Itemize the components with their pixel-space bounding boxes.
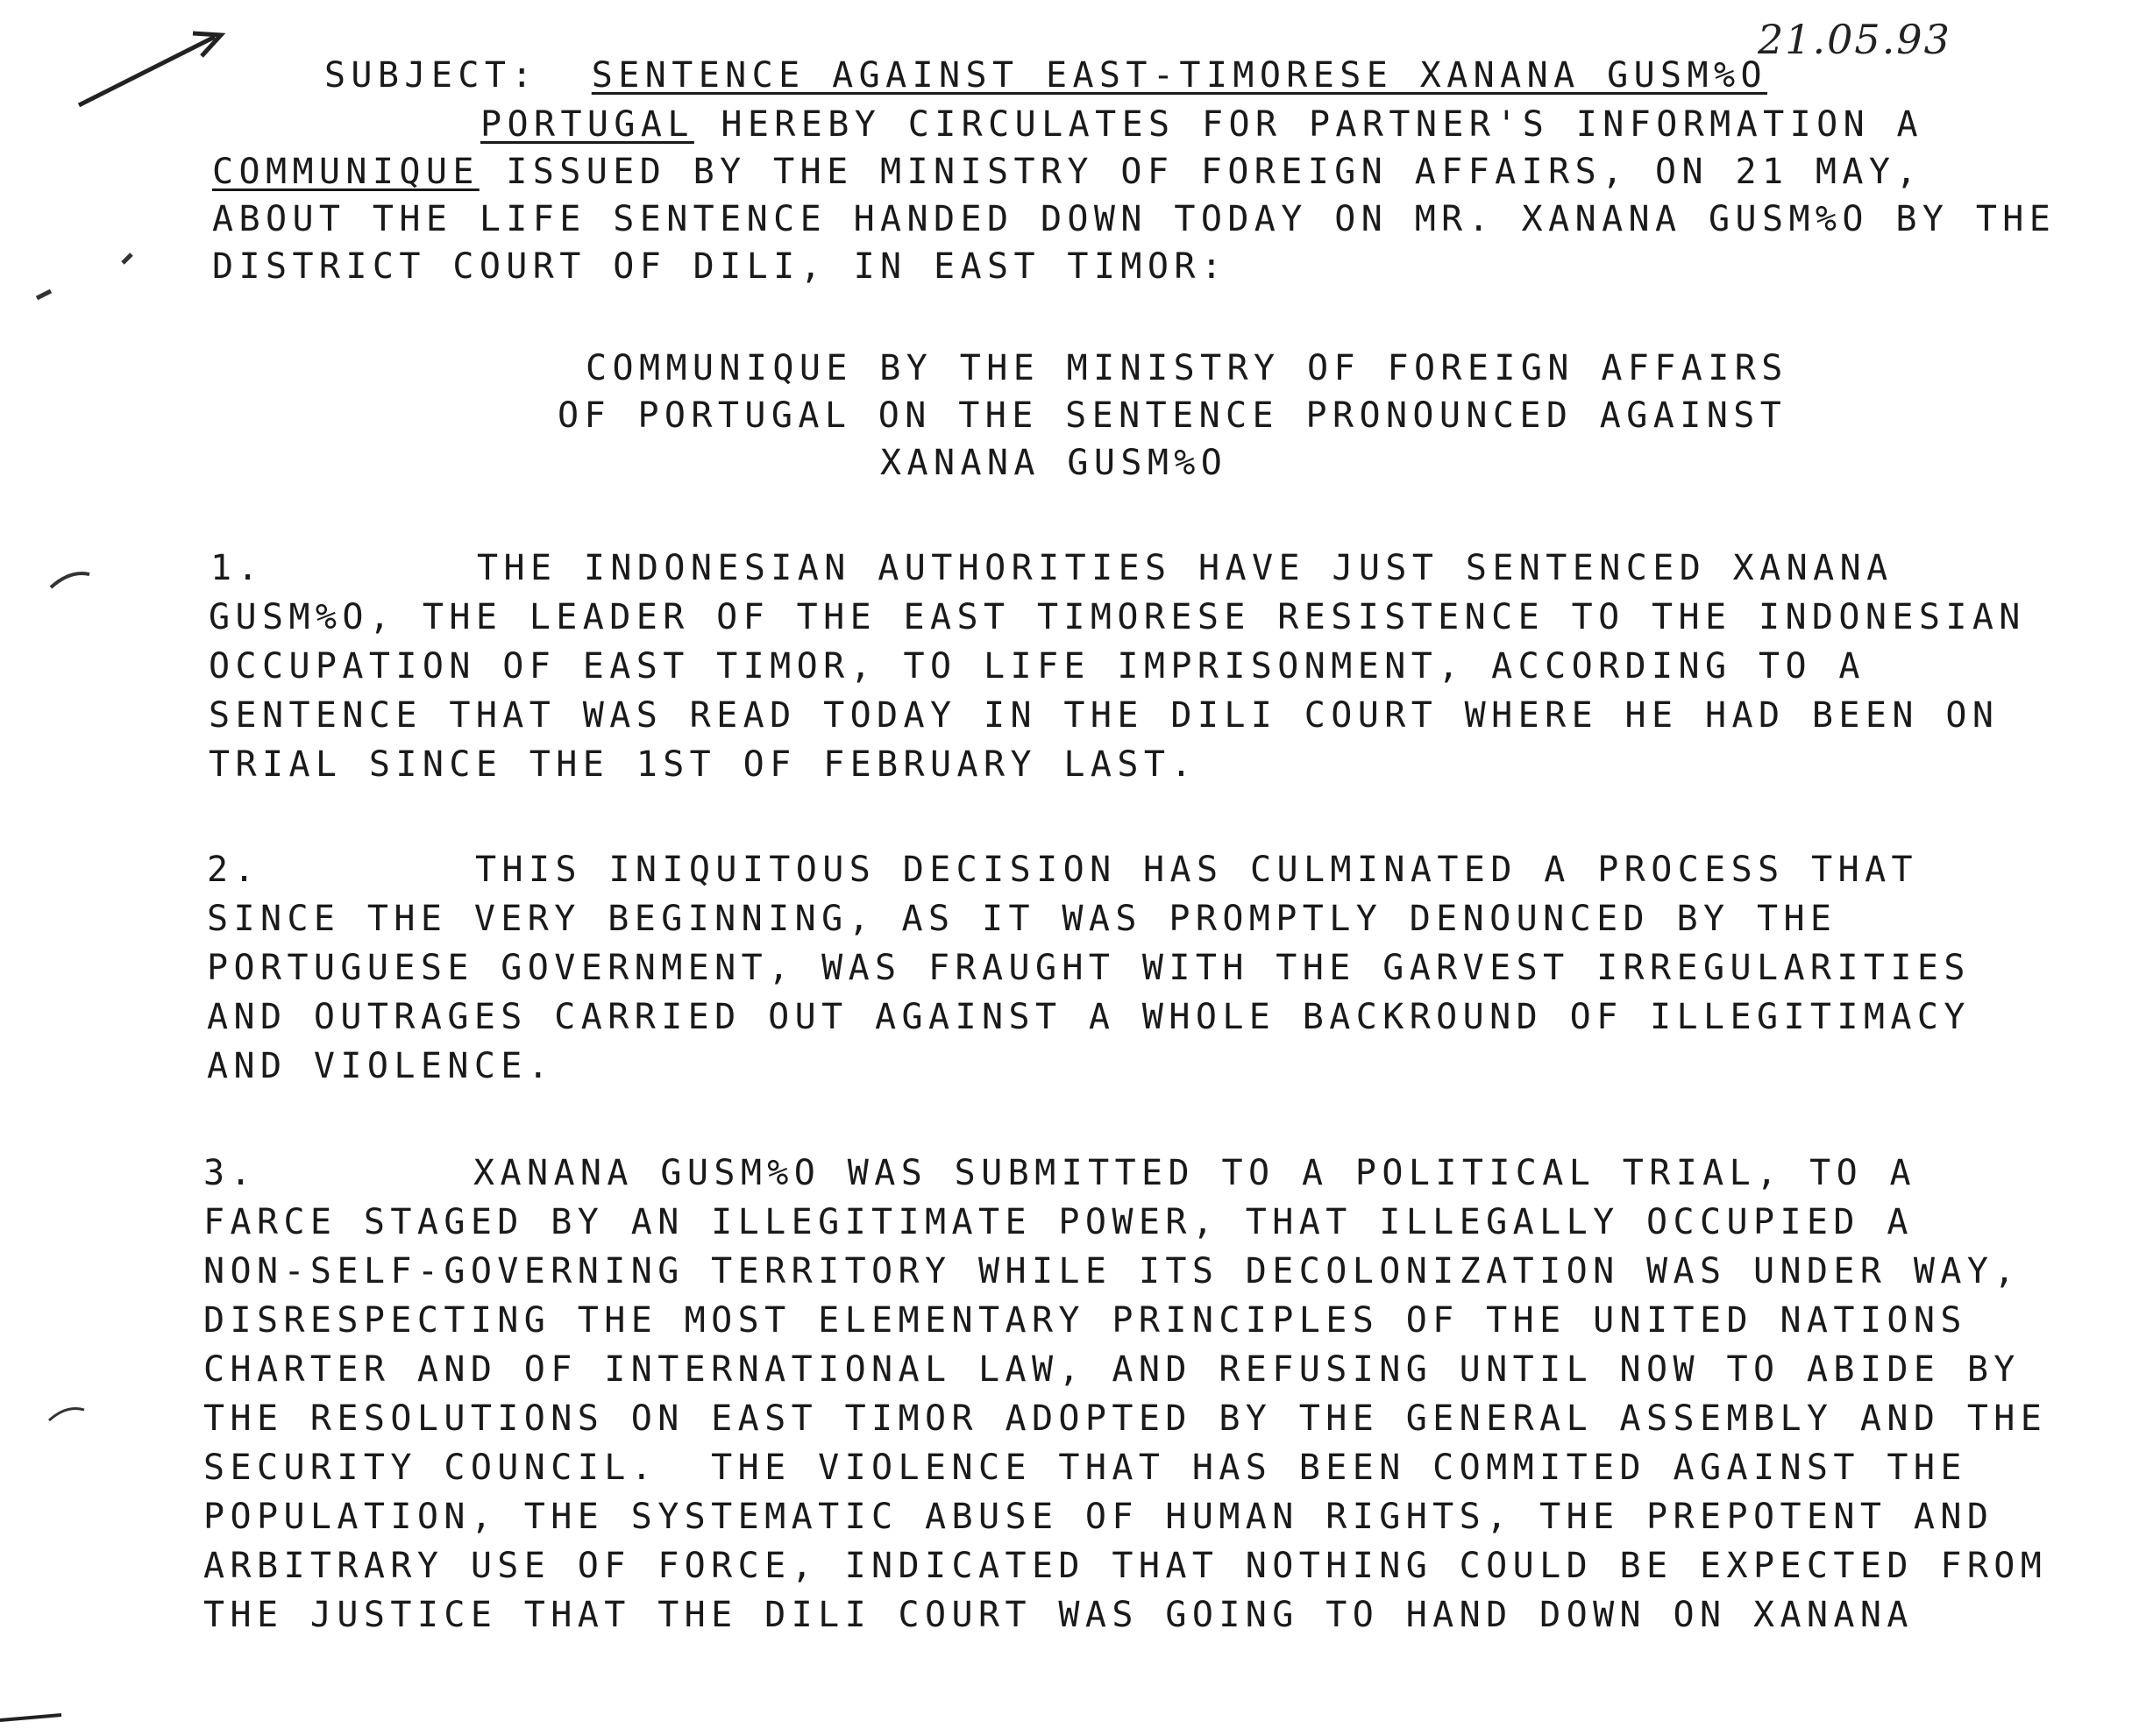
paragraph-3-line-5: CHARTER AND OF INTERNATIONAL LAW, AND REFUSING UNTIL NOW TO ABIDE BY: [203, 1349, 2021, 1390]
paragraph-3-line-3: NON-SELF-GOVERNING TERRITORY WHILE ITS DECOLONIZATION WAS UNDER WAY,: [203, 1251, 2021, 1291]
paragraph-3-number: 3.: [203, 1153, 257, 1193]
paragraph-3-line-10: THE JUSTICE THAT THE DILI COURT WAS GOING TO HAND DOWN ON XANANA: [203, 1595, 1914, 1635]
heading-line-2: OF PORTUGAL ON THE SENTENCE PRONOUNCED AGAINST: [558, 395, 1787, 436]
intro-line-1-rest: HEREBY CIRCULATES FOR PARTNER'S INFORMATION A: [693, 104, 1924, 145]
intro-line-1: [480, 100, 1923, 149]
heading-line-1: COMMUNIQUE BY THE MINISTRY OF FOREIGN AFFAIRS: [586, 348, 1788, 388]
subject-label: SUBJECT:: [323, 55, 538, 96]
paragraph-3-line-8: POPULATION, THE SYSTEMATIC ABUSE OF HUMAN RIGHTS, THE PREPOTENT AND: [203, 1497, 1994, 1537]
paragraph-1-line-1: THE INDONESIAN AUTHORITIES HAVE JUST SENTENCED XANANA: [477, 548, 1894, 588]
paragraph-3-line-6: THE RESOLUTIONS ON EAST TIMOR ADOPTED BY THE GENERAL ASSEMBLY AND THE: [203, 1398, 2048, 1439]
paragraph-3-line-1: XANANA GUSM%O WAS SUBMITTED TO A POLITICAL TRIAL, TO A: [473, 1153, 1917, 1193]
portugal-underlined: PORTUGAL: [480, 104, 694, 145]
heading-line-3: XANANA GUSM%O: [880, 443, 1228, 483]
margin-marks: [0, 0, 175, 1736]
paragraph-2-line-5: AND VIOLENCE.: [207, 1046, 555, 1086]
paragraph-1-line-5: TRIAL SINCE THE 1ST OF FEBRUARY LAST.: [209, 744, 1197, 785]
paragraph-1-number: 1.: [210, 548, 264, 588]
paragraph-2-number: 2.: [207, 850, 260, 890]
paragraph-2-line-2: SINCE THE VERY BEGINNING, AS IT WAS PROMPTLY DENOUNCED BY THE: [207, 899, 1837, 939]
paragraph-2-line-1: THIS INIQUITOUS DECISION HAS CULMINATED A PROCESS THAT: [475, 850, 1919, 890]
paragraph-2-line-4: AND OUTRAGES CARRIED OUT AGAINST A WHOLE BACKROUND OF ILLEGITIMACY: [207, 997, 1971, 1037]
handwritten-date: 21.05.93: [1758, 16, 1951, 63]
communique-underlined: COMMUNIQUE: [212, 152, 480, 192]
paragraph-3-line-4: DISRESPECTING THE MOST ELEMENTARY PRINCIPLES OF THE UNITED NATIONS: [203, 1300, 1967, 1341]
intro-line-2: [212, 147, 1922, 196]
paragraph-1-line-2: GUSM%O, THE LEADER OF THE EAST TIMORESE RESISTENCE TO THE INDONESIAN: [209, 597, 2026, 637]
intro-line-2-rest: ISSUED BY THE MINISTRY OF FOREIGN AFFAIRS, ON 21 MAY,: [479, 152, 1922, 192]
paragraph-1-line-3: OCCUPATION OF EAST TIMOR, TO LIFE IMPRISONMENT, ACCORDING TO A: [209, 646, 1866, 687]
paragraph-3-line-7: SECURITY COUNCIL. THE VIOLENCE THAT HAS BEEN COMMITED AGAINST THE: [203, 1448, 1967, 1488]
paragraph-2-line-3: PORTUGUESE GOVERNMENT, WAS FRAUGHT WITH THE GARVEST IRREGULARITIES: [207, 948, 1971, 988]
paragraph-3-line-2: FARCE STAGED BY AN ILLEGITIMATE POWER, THAT ILLEGALLY OCCUPIED A: [203, 1202, 1914, 1242]
intro-line-3: ABOUT THE LIFE SENTENCE HANDED DOWN TODAY ON MR. XANANA GUSM%O BY THE: [212, 199, 2057, 239]
paragraph-1-line-4: SENTENCE THAT WAS READ TODAY IN THE DILI COURT WHERE HE HAD BEEN ON: [209, 695, 2000, 736]
subject-text: SENTENCE AGAINST EAST-TIMORESE XANANA GUSM%O: [591, 55, 1767, 96]
intro-line-4: DISTRICT COURT OF DILI, IN EAST TIMOR:: [212, 246, 1228, 287]
paragraph-3-line-9: ARBITRARY USE OF FORCE, INDICATED THAT NOTHING COULD BE EXPECTED FROM: [203, 1546, 2048, 1586]
